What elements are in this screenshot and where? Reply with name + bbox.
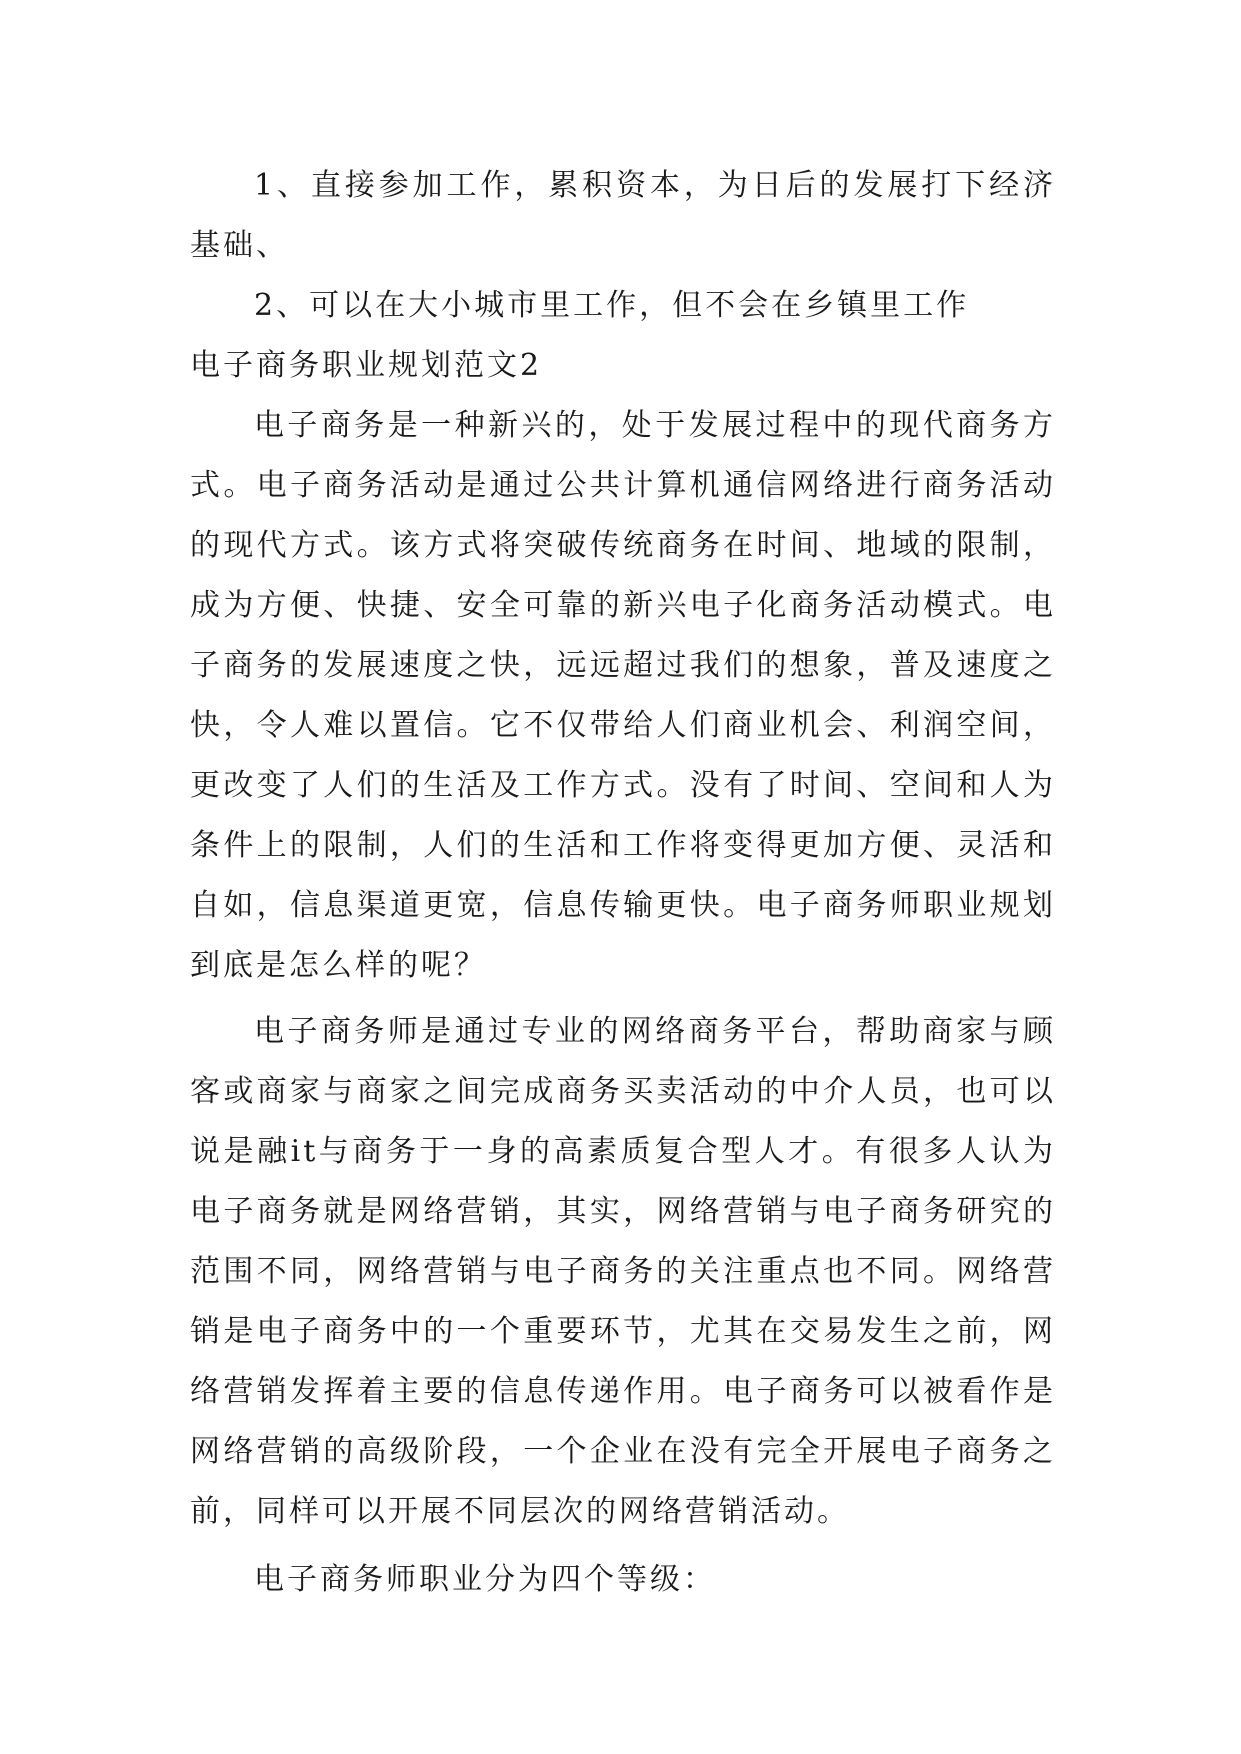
paragraph-3: 电子商务师职业分为四个等级： [254, 1562, 716, 1597]
document-page [190, 156, 1056, 1610]
section-title: 电子商务职业规划范文2 [190, 348, 543, 383]
paragraph-2: 电子商务师是通过专业的网络商务平台，帮助商家与顾客或商家与商家之间完成商务买卖活动的中介人员，也可以说是融it与商务于一身的高素质复合型人才。有很多人认为电子商务就是网络营销，其实，网络营销与电子商务研究的范围不同，网络营销与电子商务的关注重点也不同。网络营销是电子商务中的一个重要环节，尤其在交易发生之前，网络营销发挥着主要的信息传递作用。电子商务可以被看作是网络营销的高级阶段，一个企业在没有完全开展电子商务之前，同样可以开展不同层次的网络营销活动。 [190, 1014, 1056, 1529]
paragraph-1: 电子商务是一种新兴的，处于发展过程中的现代商务方式。电子商务活动是通过公共计算机通信网络进行商务活动的现代方式。该方式将突破传统商务在时间、地域的限制，成为方便、快捷、安全可靠的新兴电子化商务活动模式。电子商务的发展速度之快，远远超过我们的想象，普及速度之快，令人难以置信。它不仅带给人们商业机会、利润空间，更改变了人们的生活及工作方式。没有了时间、空间和人为条件上的限制，人们的生活和工作将变得更加方便、灵活和自如，信息渠道更宽，信息传输更快。电子商务师职业规划到底是怎么样的呢？ [190, 408, 1056, 983]
list-item-2: 2、可以在大小城市里工作，但不会在乡镇里工作 [254, 288, 970, 323]
list-item-1: 1、直接参加工作，累积资本，为日后的发展打下经济基础、 [190, 168, 1056, 263]
